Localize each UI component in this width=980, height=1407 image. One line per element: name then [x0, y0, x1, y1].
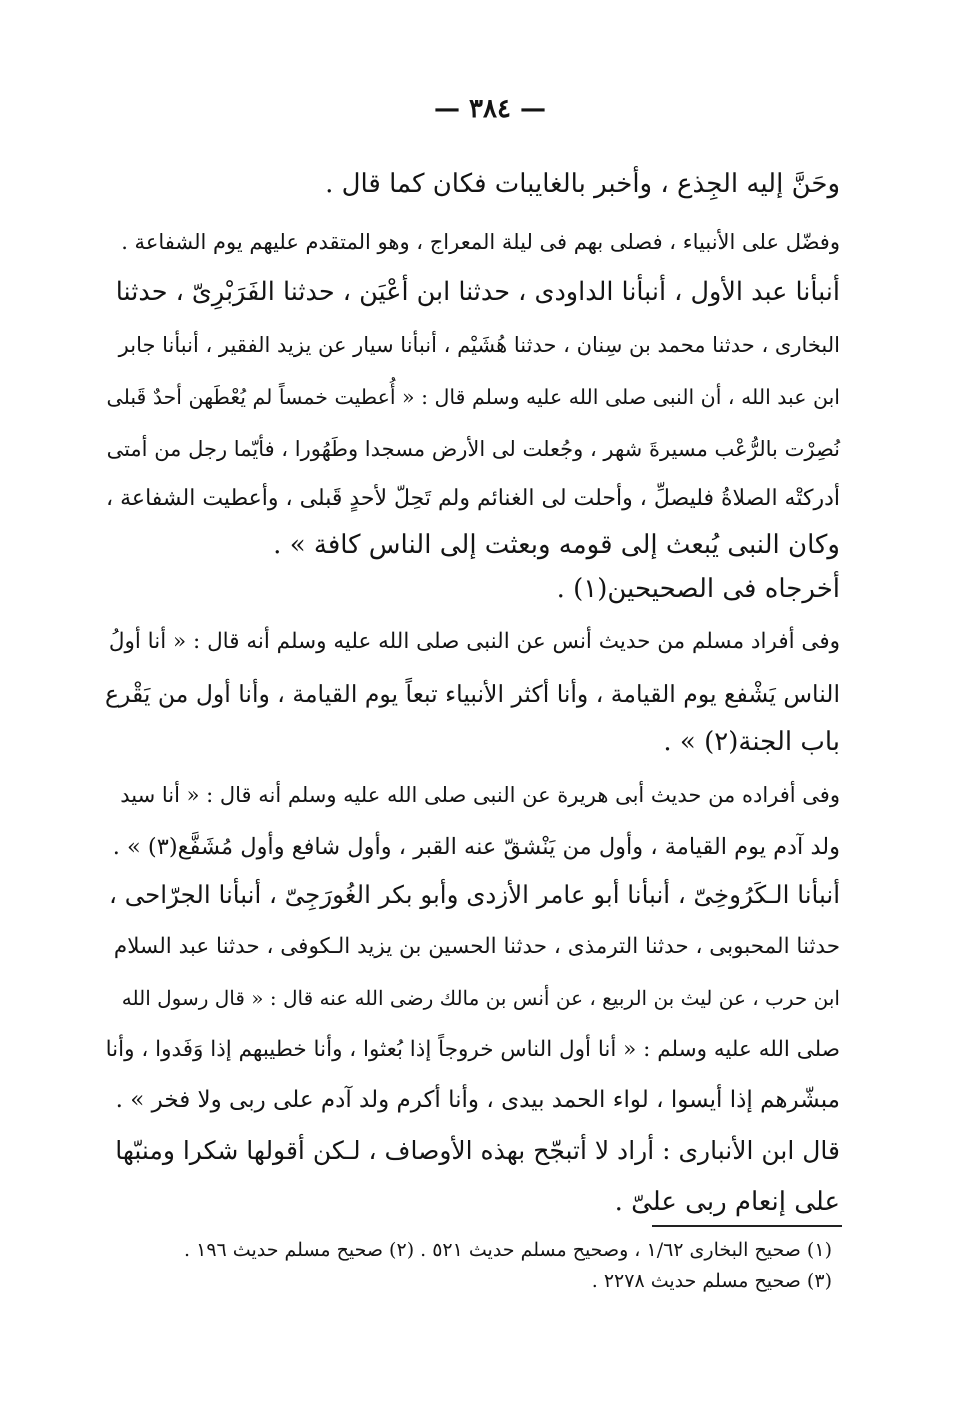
text-line: على إنعام ربى علىّ .	[614, 1187, 840, 1217]
footnote-line: (١) صحيح البخارى ١/٦٢ ، وصحيح مسلم حديث ٥٢١ . (٢) صحيح مسلم حديث ١٩٦ .	[184, 1239, 832, 1261]
text-line: ابن حرب ، عن ليث بن الربيع ، عن أنس بن مالك رضى الله عنه قال : « قال رسول الله	[121, 986, 840, 1010]
text-line: مبشّرهم إذا أيسوا ، لواء الحمد بيدى ، وأنا أكرم ولد آدم على ربى ولا فخر » .	[115, 1087, 840, 1113]
text-line: وفضّل على الأنبياء ، فصلى بهم فى ليلة المعراج ، وهو المتقدم عليهم يوم الشفاعة .	[121, 230, 840, 254]
text-line: قال ابن الأنبارى : أراد لا أتبجّح بهذه الأوصاف ، لـكن أقولها شكرا ومنبّها	[115, 1136, 840, 1165]
text-line: وفى أفراد مسلم من حديث أنس عن النبى صلى الله عليه وسلم أنه قال : « أنا أولُ	[108, 629, 840, 654]
text-line: أخرجاه فى الصحيحين(١) .	[556, 574, 840, 604]
text-line: وكان النبى يُبعث إلى قومه وبعثت إلى الناس كافة » .	[273, 530, 840, 560]
footnote-line: (٣) صحيح مسلم حديث ٢٢٧٨ .	[591, 1270, 832, 1292]
text-line: نُصِرْت بالرُّعْب مسيرةَ شهر ، وجُعلت لى الأرض مسجدا وطَهُورا ، فأيّما رجل من أمتى	[106, 437, 840, 461]
text-line: وفى أفراده من حديث أبى هريرة عن النبى صلى الله عليه وسلم أنه قال : « أنا سيد	[120, 783, 840, 807]
text-line: حدثنا المحبوبى ، حدثنا الترمذى ، حدثنا الحسين بن يزيد الـكوفى ، حدثنا عبد السلام	[113, 934, 840, 959]
text-line: صلى الله عليه وسلم : « أنا أول الناس خروجاً إذا بُعثوا ، وأنا خطيبهم إذا وَفَدوا ، وأنا	[105, 1037, 840, 1062]
text-line: الناس يَشْفع يوم القيامة ، وأنا أكثر الأنبياء تبعاً يوم القيامة ، وأنا أول من يَقْرع	[104, 680, 840, 708]
text-line: ابن عبد الله ، أن النبى صلى الله عليه وسلم قال : « أُعطيت خمساً لم يُعْطَهن أحدٌ قَبلى	[106, 385, 840, 409]
text-line: باب الجنة(٢) » .	[663, 727, 840, 757]
text-line: البخارى ، حدثنا محمد بن سِنان ، حدثنا هُشَيْم ، أنبأنا سيار عن يزيد الفقير ، أنبأنا جابر	[118, 333, 840, 357]
text-line: أنبأنا الـكَرُوخِىّ ، أنبأنا أبو عامر الأزدى وأبو بكر الغُورَجِىّ ، أنبأنا الجرّاحى ،	[109, 880, 840, 909]
text-line: وحَنَّ إليه الجِذع ، وأخبر بالغايبات فكان كما قال .	[325, 169, 840, 199]
text-line: ولد آدم يوم القيامة ، وأول من يَنْشقّ عنه القبر ، وأول شافع وأول مُشَفَّع(٣) » .	[112, 834, 840, 860]
page-number: — ٣٨٤ —	[433, 94, 547, 124]
text-line: أدركتْه الصلاةُ فليصلِّ ، وأحلت لى الغنائم ولم تَحِلّ لأحدٍ قَبلى ، وأعطيت الشفاعة ،	[106, 486, 840, 511]
footnote-separator	[652, 1225, 842, 1227]
text-line: أنبأنا عبد الأول ، أنبأنا الداودى ، حدثنا ابن أعْيَن ، حدثنا الفَرَبْرِىّ ، حدثنا	[115, 277, 840, 307]
